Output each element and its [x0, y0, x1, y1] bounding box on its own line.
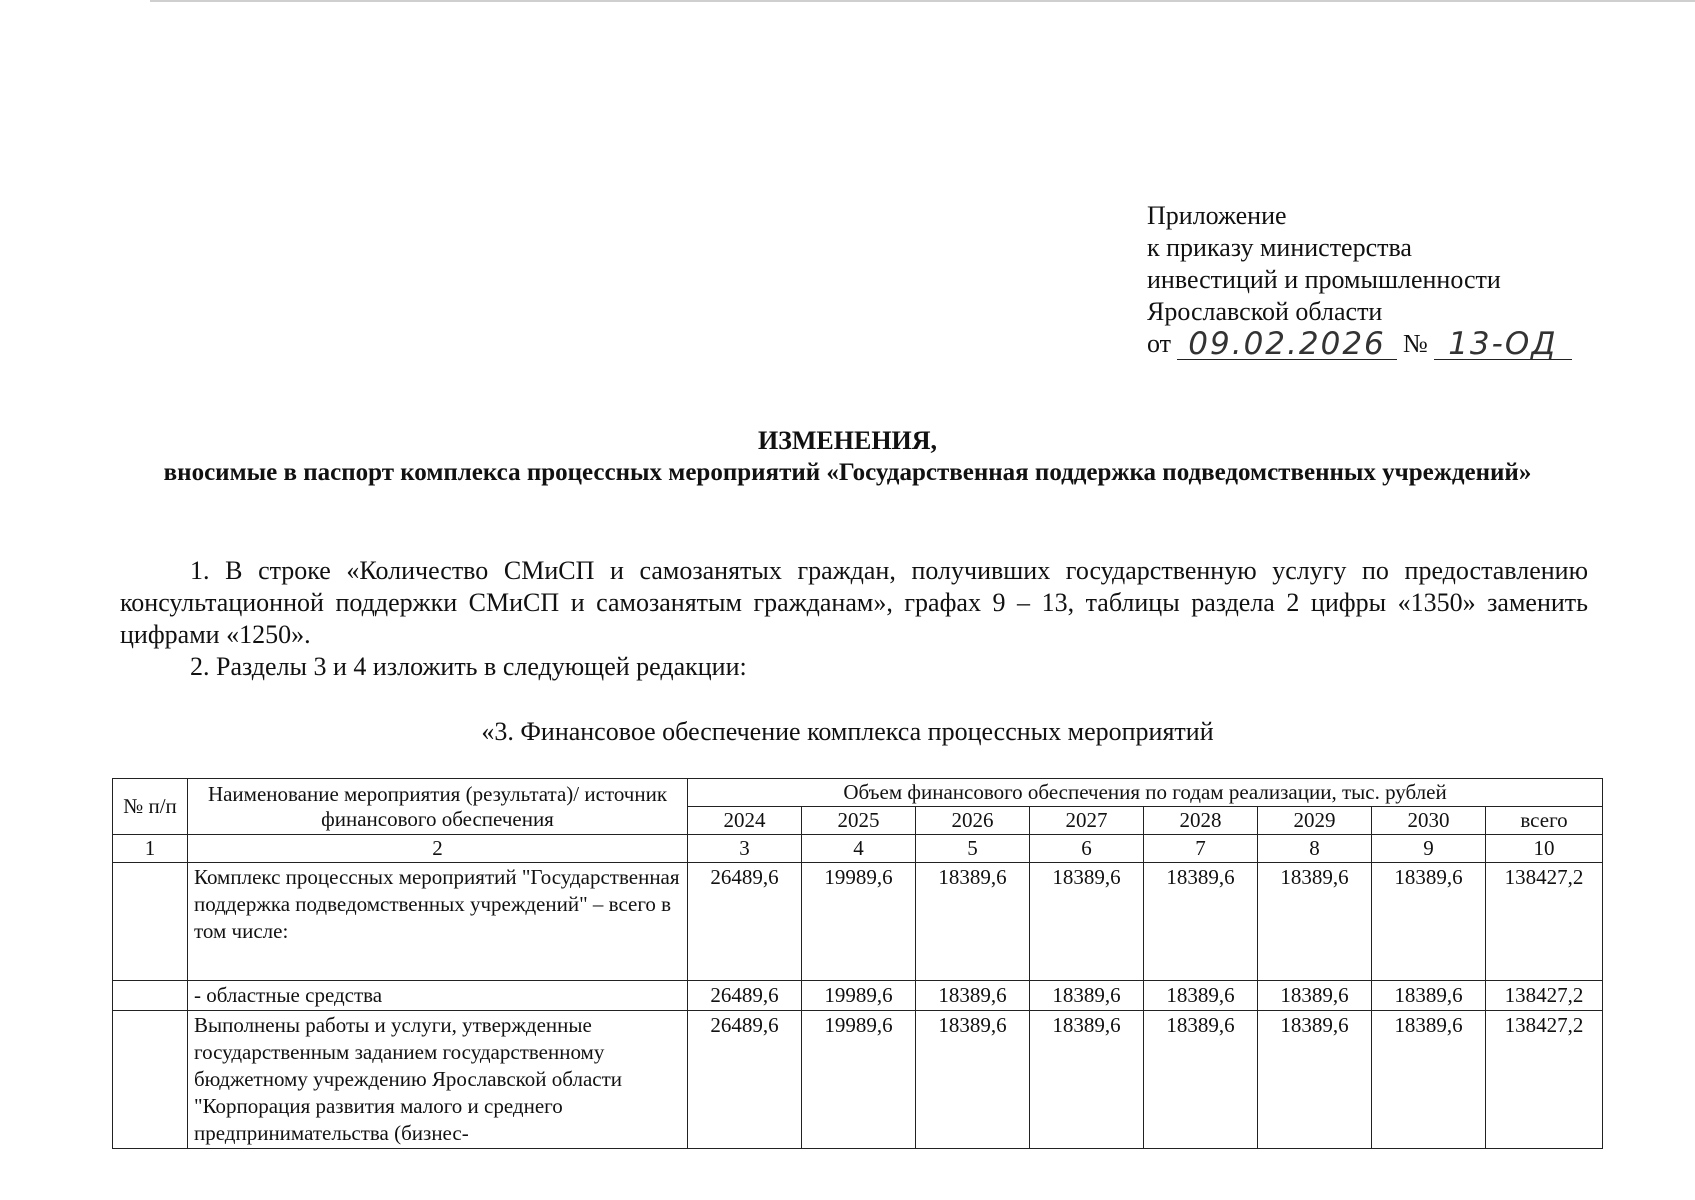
row-value: 18389,6 — [1258, 863, 1372, 981]
row-value: 18389,6 — [1144, 1011, 1258, 1149]
table-row — [113, 981, 1603, 1011]
header-year: 2028 — [1144, 807, 1258, 835]
section-title: «3. Финансовое обеспечение комплекса процессных мероприятий — [481, 717, 1214, 746]
table-row — [113, 1011, 1603, 1149]
paragraph-1: 1. В строке «Количество СМиСП и самозанятых граждан, получивших государственную услугу по предоставлению консультационной поддержки СМиСП и самозанятым гражданам», графах 9 – 13, таблицы раздела 2 цифры «1350» заменить цифрами «1250». — [120, 556, 1588, 649]
annex-block — [1147, 200, 1572, 360]
row-value: 18389,6 — [1258, 981, 1372, 1011]
header-year: 2025 — [802, 807, 916, 835]
header-year: 2026 — [916, 807, 1030, 835]
document-title — [120, 425, 1575, 489]
header-year: 2024 — [688, 807, 802, 835]
column-number: 4 — [802, 835, 916, 863]
handwritten-date: 09.02.2026 — [1177, 329, 1397, 360]
column-number: 8 — [1258, 835, 1372, 863]
row-num — [113, 981, 188, 1011]
row-value: 18389,6 — [916, 863, 1030, 981]
handwritten-order-number: 13-ОД — [1434, 329, 1572, 360]
row-value: 26489,6 — [688, 981, 802, 1011]
row-total: 138427,2 — [1486, 981, 1603, 1011]
row-value: 26489,6 — [688, 863, 802, 981]
paragraph-2: 2. Разделы 3 и 4 изложить в следующей редакции: — [190, 652, 747, 681]
row-value: 19989,6 — [802, 1011, 916, 1149]
header-year: 2027 — [1030, 807, 1144, 835]
row-num — [113, 863, 188, 981]
title-main: ИЗМЕНЕНИЯ, — [757, 426, 938, 455]
annex-line-3: инвестиций и промышленности — [1147, 265, 1501, 294]
annex-line-4: Ярославской области — [1147, 297, 1383, 326]
column-number: 9 — [1372, 835, 1486, 863]
row-value: 18389,6 — [1372, 1011, 1486, 1149]
annex-line-2: к приказу министерства — [1147, 233, 1412, 262]
row-value: 18389,6 — [1144, 863, 1258, 981]
column-number-row — [113, 835, 1603, 863]
column-number: 1 — [113, 835, 188, 863]
annex-date-line — [1147, 328, 1572, 360]
row-value: 18389,6 — [1372, 981, 1486, 1011]
header-total: всего — [1486, 807, 1603, 835]
header-volume: Объем финансового обеспечения по годам реализации, тыс. рублей — [688, 779, 1603, 807]
header-name: Наименование мероприятия (результата)/ источник финансового обеспечения — [188, 779, 688, 835]
financing-table — [112, 778, 1603, 1149]
row-name: Комплекс процессных мероприятий "Государственная поддержка подведомственных учреждений" – всего в том числе: — [188, 863, 688, 981]
row-total: 138427,2 — [1486, 1011, 1603, 1149]
column-number: 10 — [1486, 835, 1603, 863]
row-value: 18389,6 — [1030, 863, 1144, 981]
column-number: 2 — [188, 835, 688, 863]
row-num — [113, 1011, 188, 1149]
row-value: 19989,6 — [802, 863, 916, 981]
row-value: 18389,6 — [1030, 981, 1144, 1011]
row-value: 18389,6 — [1372, 863, 1486, 981]
row-value: 18389,6 — [916, 981, 1030, 1011]
row-value: 18389,6 — [1144, 981, 1258, 1011]
row-value: 18389,6 — [1030, 1011, 1144, 1149]
row-value: 18389,6 — [1258, 1011, 1372, 1149]
column-number: 5 — [916, 835, 1030, 863]
column-number: 7 — [1144, 835, 1258, 863]
scan-top-border — [150, 0, 1695, 2]
row-name: - областные средства — [188, 981, 688, 1011]
header-year: 2029 — [1258, 807, 1372, 835]
row-value: 26489,6 — [688, 1011, 802, 1149]
title-subtitle: вносимые в паспорт комплекса процессных мероприятий «Государственная поддержка подведомственных учреждений» — [163, 459, 1532, 486]
row-total: 138427,2 — [1486, 863, 1603, 981]
row-value: 19989,6 — [802, 981, 916, 1011]
table-row — [113, 863, 1603, 981]
row-value: 18389,6 — [916, 1011, 1030, 1149]
body-paragraphs — [120, 555, 1588, 683]
column-number: 3 — [688, 835, 802, 863]
annex-line-1: Приложение — [1147, 201, 1287, 230]
row-name: Выполнены работы и услуги, утвержденные государственным заданием государственному бюджетному учреждению Ярославской области "Корпорация развития малого и среднего предпринимательства (бизнес- — [188, 1011, 688, 1149]
number-sign: № — [1403, 329, 1428, 358]
header-num: № п/п — [113, 779, 188, 835]
header-year: 2030 — [1372, 807, 1486, 835]
column-number: 6 — [1030, 835, 1144, 863]
date-prefix: от — [1147, 329, 1172, 358]
